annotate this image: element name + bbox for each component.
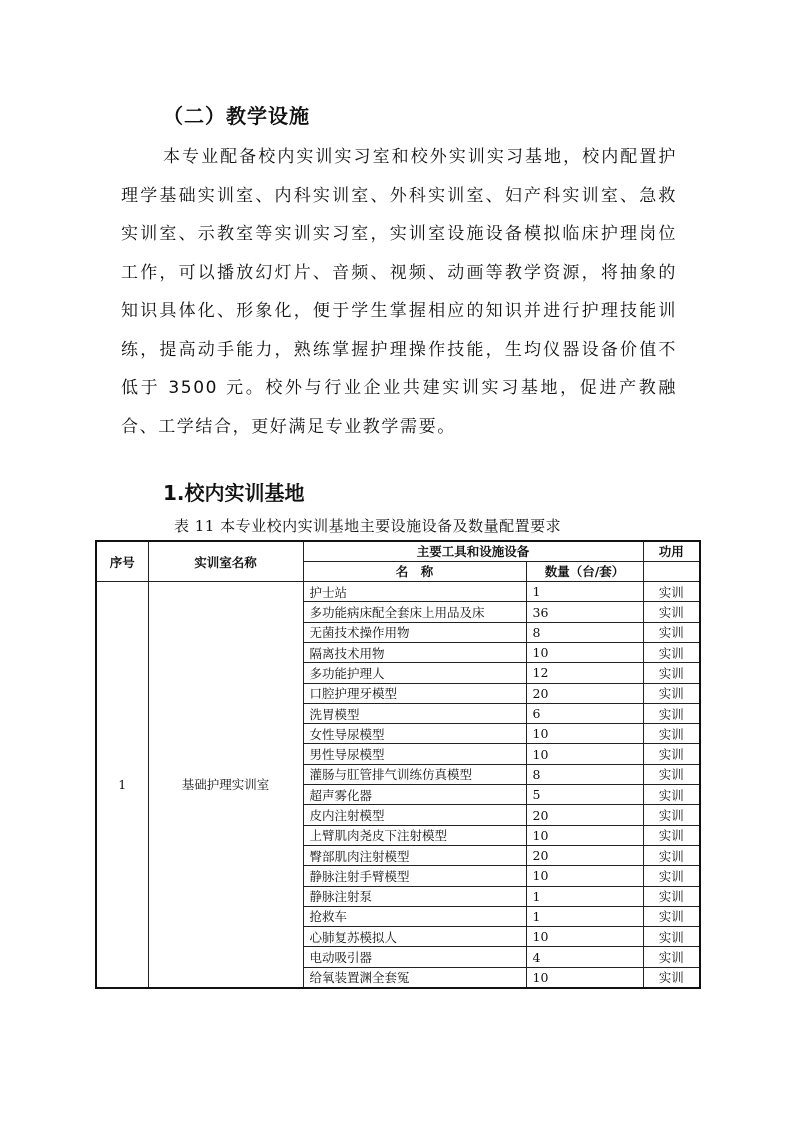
function-cell: 实训 [643,845,700,865]
function-cell: 实训 [643,947,700,967]
section-heading: （二）教学设施 [163,104,310,128]
quantity-cell: 5 [526,785,643,805]
quantity-cell: 36 [526,602,643,622]
row-seq-cell: 1 [96,582,148,988]
equipment-name-cell: 心肺复苏模拟人 [303,927,526,947]
equipment-name-cell: 静脉注射手臂模型 [303,866,526,886]
function-cell: 实训 [643,622,700,642]
quantity-cell: 1 [526,582,643,602]
quantity-cell: 10 [526,927,643,947]
header-function-blank [643,561,700,581]
quantity-cell: 1 [526,886,643,906]
table-body [96,582,700,988]
equipment-table [95,540,701,989]
function-cell: 实训 [643,785,700,805]
table-caption: 表 11 本专业校内实训基地主要设施设备及数量配置要求 [174,517,562,535]
equipment-name-cell: 超声雾化器 [303,785,526,805]
quantity-cell: 10 [526,642,643,662]
quantity-cell: 20 [526,805,643,825]
equipment-name-cell: 臀部肌肉注射模型 [303,845,526,865]
quantity-cell: 4 [526,947,643,967]
function-cell: 实训 [643,886,700,906]
function-cell: 实训 [643,825,700,845]
equipment-name-cell: 女性导尿模型 [303,724,526,744]
equipment-name-cell: 给氧装置渊全套冤 [303,967,526,987]
quantity-cell: 1 [526,906,643,926]
function-cell: 实训 [643,663,700,683]
equipment-name-cell: 静脉注射泵 [303,886,526,906]
quantity-cell: 6 [526,703,643,723]
equipment-name-cell: 皮内注射模型 [303,805,526,825]
equipment-name-cell: 隔离技术用物 [303,642,526,662]
header-name: 名 称 [303,561,526,581]
quantity-cell: 10 [526,967,643,987]
quantity-cell: 20 [526,683,643,703]
function-cell: 实训 [643,642,700,662]
function-cell: 实训 [643,805,700,825]
header-quantity: 数量（台/套） [526,561,643,581]
quantity-cell: 20 [526,845,643,865]
function-cell: 实训 [643,927,700,947]
header-room-name: 实训室名称 [148,541,303,582]
function-cell: 实训 [643,764,700,784]
quantity-cell: 10 [526,744,643,764]
equipment-name-cell: 灌肠与肛管排气训练仿真模型 [303,764,526,784]
equipment-name-cell: 多功能护理人 [303,663,526,683]
table-header [96,541,700,582]
header-seq: 序号 [96,541,148,582]
equipment-name-cell: 多功能病床配全套床上用品及床 [303,602,526,622]
function-cell: 实训 [643,683,700,703]
equipment-name-cell: 抢救车 [303,906,526,926]
function-cell: 实训 [643,582,700,602]
function-cell: 实训 [643,967,700,987]
equipment-name-cell: 电动吸引器 [303,947,526,967]
equipment-name-cell: 男性导尿模型 [303,744,526,764]
equipment-name-cell: 无菌技术操作用物 [303,622,526,642]
quantity-cell: 8 [526,622,643,642]
table-row [96,582,700,602]
sub-heading: 1.校内实训基地 [163,481,305,505]
quantity-cell: 12 [526,663,643,683]
function-cell: 实训 [643,703,700,723]
function-cell: 实训 [643,724,700,744]
equipment-name-cell: 上臂肌肉尧皮下注射模型 [303,825,526,845]
room-name-cell: 基础护理实训室 [148,582,303,988]
function-cell: 实训 [643,602,700,622]
equipment-name-cell: 口腔护理牙模型 [303,683,526,703]
function-cell: 实训 [643,906,700,926]
body-paragraph: 本专业配备校内实训实习室和校外实训实习基地，校内配置护理学基础实训室、内科实训室、外科实训室、妇产科实训室、急救实训室、示教室等实训实习室，实训室设施设备模拟临床护理岗位工作，可以播放幻灯片、音频、视频、动画等教学资源，将抽象的知识具体化、形象化，便于学生掌握相应的知识并进行护理技能训练，提高动手能力，熟练掌握护理操作技能，生均仪器设备价值不低于 3500 元。校外与行业企业共建实训实习基地，促进产教融合、工学结合，更好满足专业教学需要。 [121,147,677,437]
function-cell: 实训 [643,744,700,764]
equipment-name-cell: 护士站 [303,582,526,602]
header-main-equipment: 主要工具和设施设备 [303,541,643,561]
quantity-cell: 10 [526,866,643,886]
quantity-cell: 10 [526,724,643,744]
quantity-cell: 8 [526,764,643,784]
function-cell: 实训 [643,866,700,886]
quantity-cell: 10 [526,825,643,845]
equipment-name-cell: 洗胃模型 [303,703,526,723]
header-function: 功用 [643,541,700,561]
